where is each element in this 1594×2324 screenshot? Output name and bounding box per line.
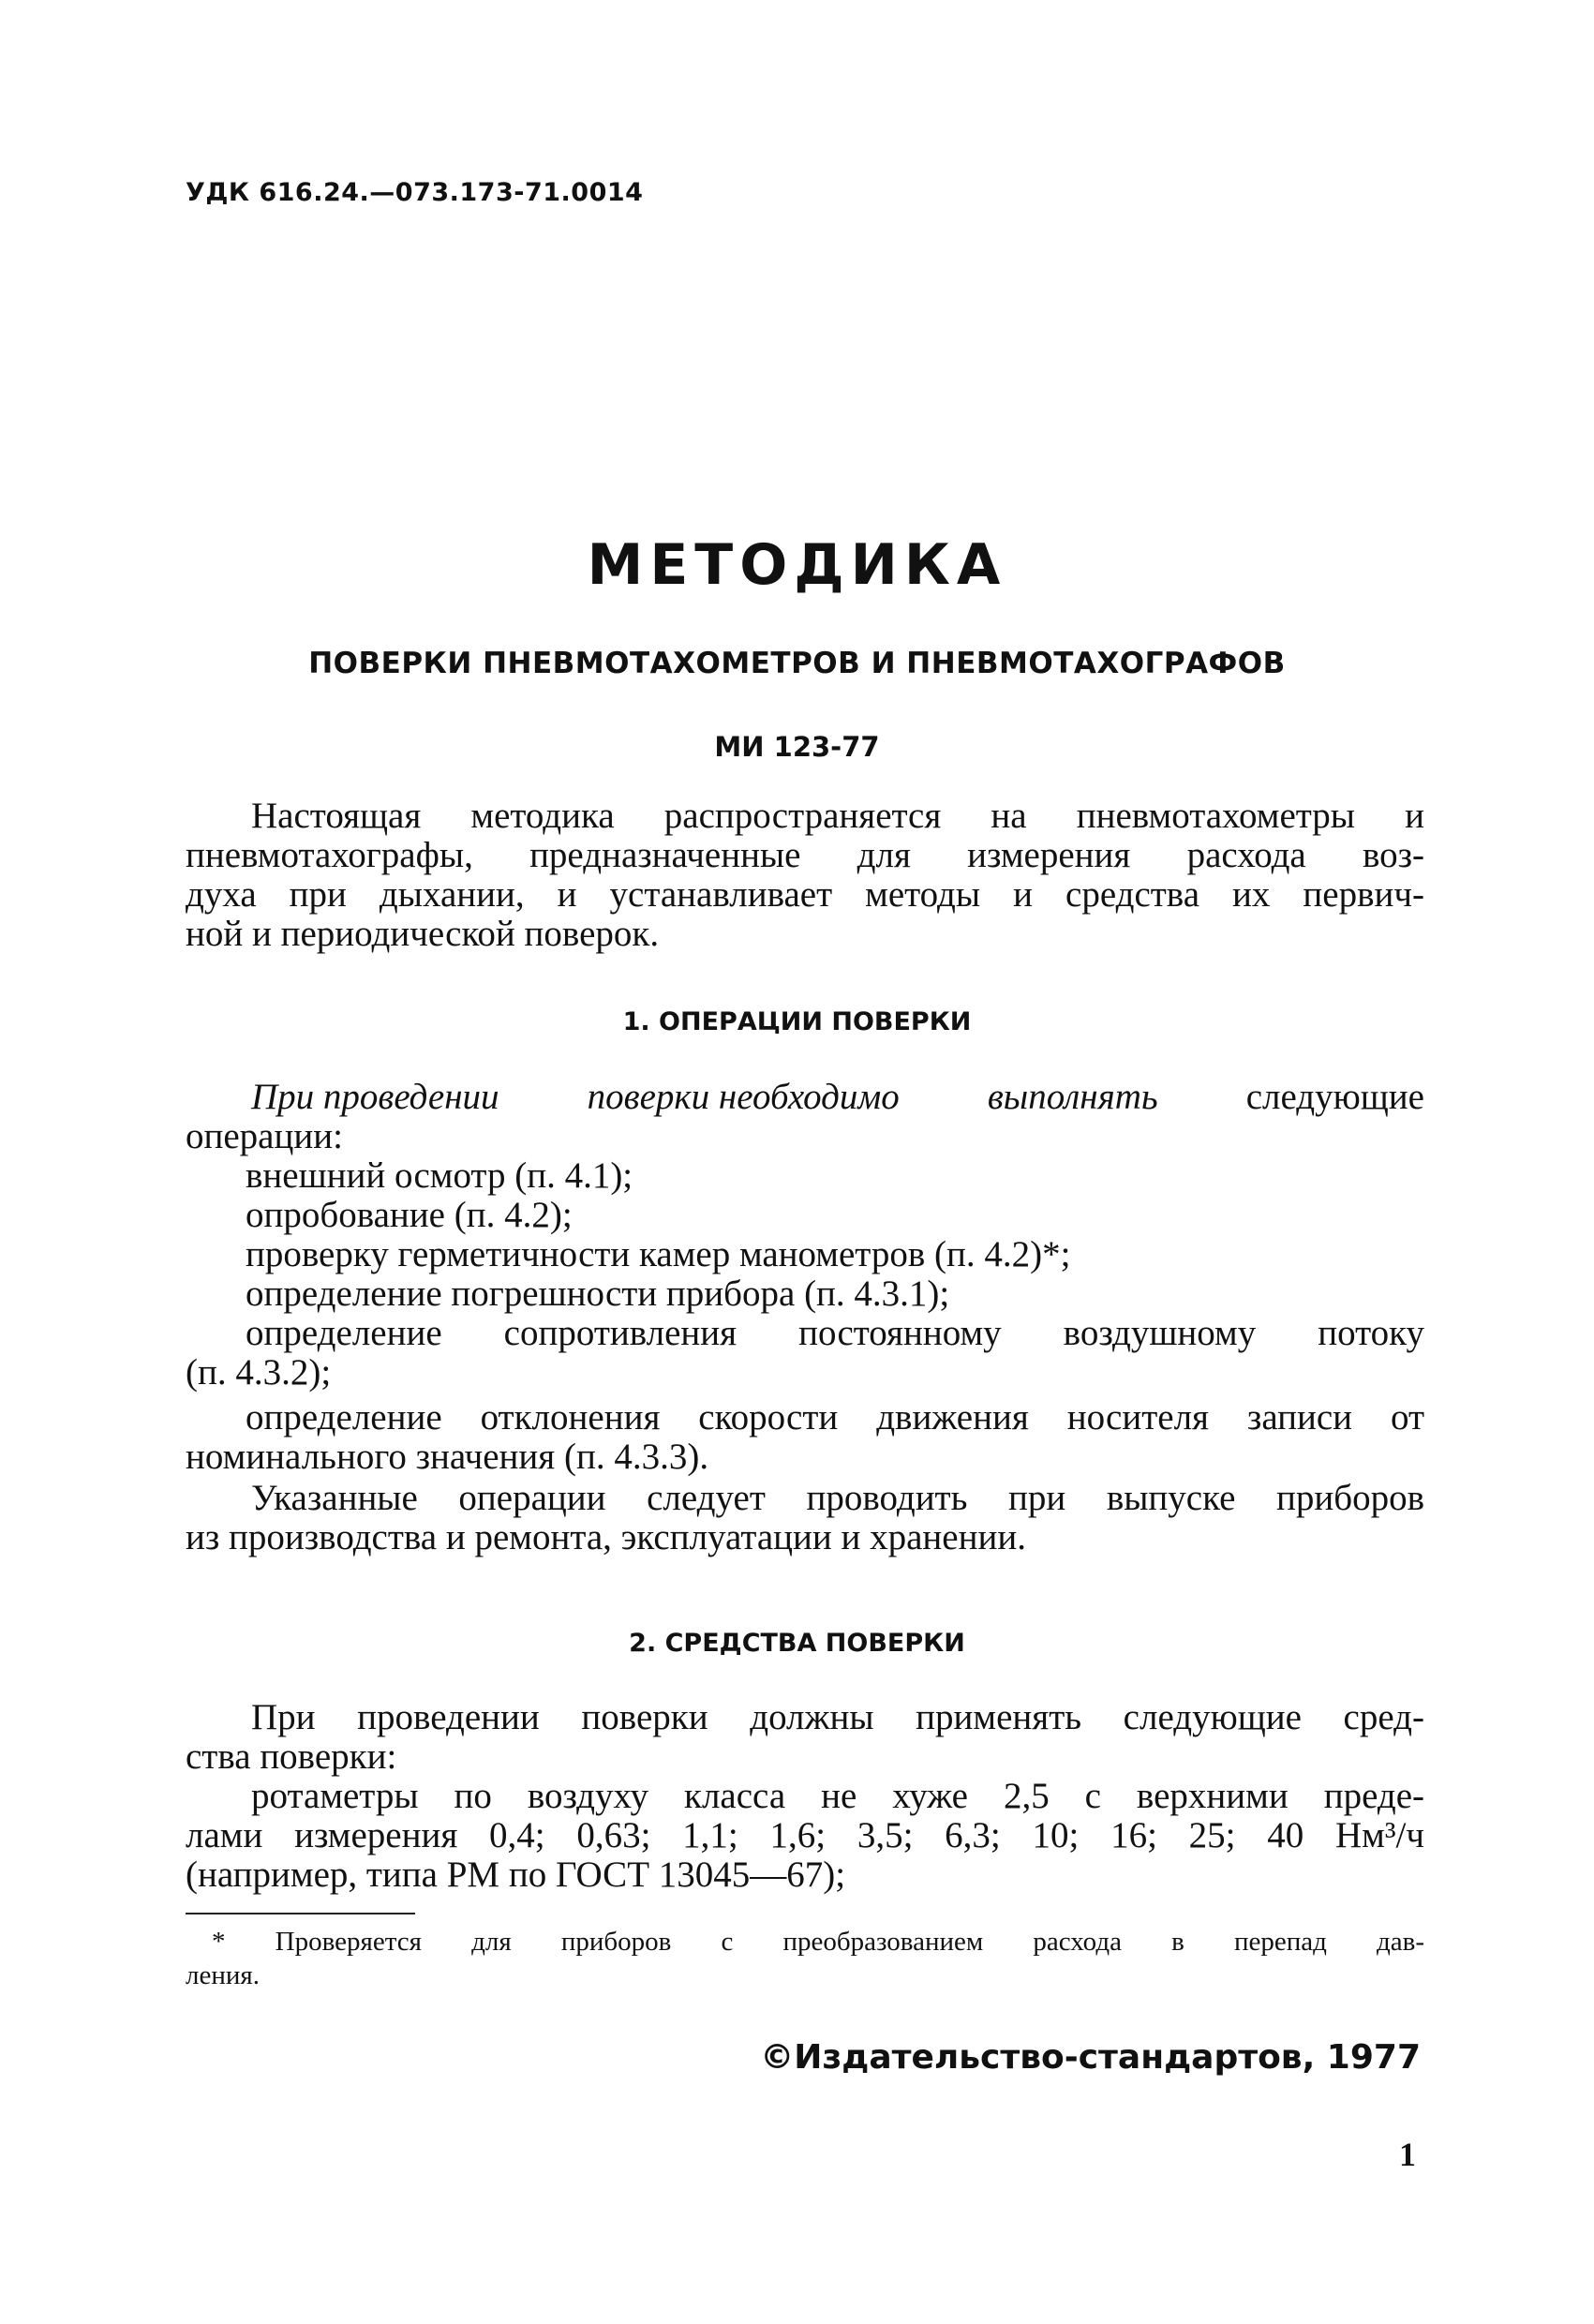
list-item-cont: (п. 4.3.2); (186, 1352, 332, 1393)
intro-paragraph (186, 797, 1424, 954)
lead-text: При проведении (251, 1077, 499, 1117)
document-code: МИ 123-77 (714, 731, 880, 763)
section1-note (186, 1479, 1424, 1557)
copyright: ©Издательство-стандартов, 1977 (760, 2038, 1421, 2077)
intro-line: духа при дыхании, и устанавливает методы и средства их первич- (186, 874, 1424, 915)
lead-text: следующие (1245, 1077, 1424, 1117)
list-item: определение отклонения скорости движения носителя записи от (246, 1397, 1424, 1438)
list-item: определение сопротивления постоянному воздушному потоку (246, 1313, 1424, 1353)
intro-line: Настоящая методика распространяется на пневмотахометры и (251, 796, 1424, 836)
section2-line: При проведении поверки должны применять следующие сред- (251, 1697, 1424, 1737)
intro-line: ной и периодической поверок. (186, 914, 660, 954)
footnote-line: * Проверяется для приборов с преобразованием расхода в перепад дав- (212, 1927, 1424, 1957)
document-subtitle: ПОВЕРКИ ПНЕВМОТАХОМЕТРОВ И ПНЕВМОТАХОГРАФОВ (308, 647, 1286, 680)
section1-lead (251, 1078, 1424, 1117)
list-item: определение погрешности прибора (п. 4.3.1); (246, 1274, 950, 1314)
section2-line: (например, типа РМ по ГОСТ 13045—67); (186, 1855, 846, 1895)
footnote-divider (186, 1913, 415, 1914)
section2-paragraph (186, 1698, 1424, 1895)
section2-line: ротаметры по воздуху класса не хуже 2,5 с верхними преде- (251, 1776, 1424, 1816)
lead-text: выполнять (987, 1077, 1158, 1117)
section2-line: лами измерения 0,4; 0,63; 1,1; 1,6; 3,5; 6,3; 10; 16; 25; 40 Нм³/ч (186, 1815, 1424, 1855)
footnote (186, 1925, 1424, 1992)
note-line: из производства и ремонта, эксплуатации и хранении. (186, 1517, 1026, 1557)
lead-text: поверки необходимо (587, 1077, 900, 1117)
list-item: опробование (п. 4.2); (246, 1195, 573, 1235)
udk-code: УДК 616.24.—073.173-71.0014 (186, 178, 644, 207)
list-item: внешний осмотр (п. 4.1); (246, 1155, 633, 1196)
intro-line: пневмотахографы, предназначенные для измерения расхода воз- (186, 835, 1424, 875)
section2-heading: 2. СРЕДСТВА ПОВЕРКИ (629, 1629, 965, 1658)
section2-line: ства поверки: (186, 1736, 397, 1777)
list-item: проверку герметичности камер манометров (п. 4.2)*; (246, 1234, 1071, 1274)
footnote-line: ления. (186, 1960, 260, 1990)
note-line: Указанные операции следует проводить при выпуске приборов (251, 1478, 1424, 1518)
document-title: МЕТОДИКА (587, 532, 1007, 598)
list-item-cont: номинального значения (п. 4.3.3). (186, 1437, 709, 1477)
page-number: 1 (1399, 2136, 1416, 2173)
section1-lead-cont: операции: (186, 1116, 343, 1156)
section1-heading: 1. ОПЕРАЦИИ ПОВЕРКИ (622, 1007, 972, 1036)
